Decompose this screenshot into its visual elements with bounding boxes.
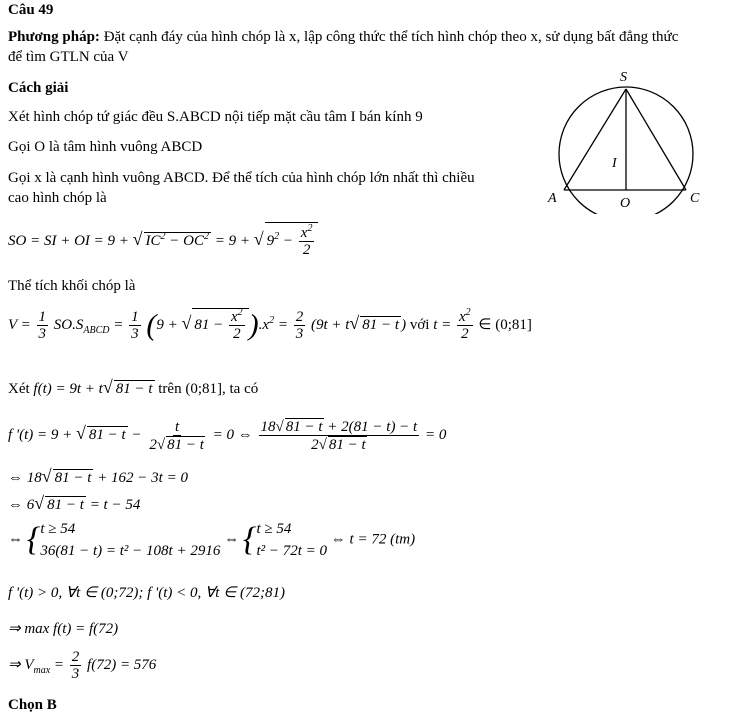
method-text-2: để tìm GTLN của V	[8, 49, 129, 65]
method-line-1	[8, 29, 678, 46]
label-c: C	[690, 191, 700, 206]
edge-sa	[564, 89, 626, 190]
edge-sc	[626, 89, 686, 190]
consider-line: Xét f(t) = 9t + t√ 81 − t trên (0;81], ta có	[8, 377, 259, 397]
label-o: O	[620, 196, 631, 211]
paragraph-3-line-1: Gọi x là cạnh hình vuông ABCD. Để thể tích của hình chóp lớn nhất thì chiều	[8, 170, 475, 186]
step-1: ⇔ 18√ 81 − t + 162 − 3t = 0	[8, 466, 188, 486]
so-equation: SO = SI + OI = 9 + √ $IC^2 - OC^2 = 9$ + √ $9^2$ − $\frac{x^2}{2}$	[8, 222, 318, 258]
label-s: S	[620, 70, 627, 85]
derivative-equation: f '(t) = 9 + √ 81 − t − $\frac{t}{2√ 81 - t}$ = 0 ⇔ $\frac{18√ 81 - t + 2(81 - t) - t}{2√ 81 - t}$ = 0	[8, 418, 447, 453]
sign-line: f '(t) > 0, ∀t ∈ (0;72); f '(t) < 0, ∀t ∈ (72;81)	[8, 585, 286, 601]
label-i: I	[612, 156, 617, 171]
system-step: ⇔ { t ≥ 54 36(81 − t) = t² − 108t + 2916 ⇔ { t ≥ 54 t² − 72t = 0 ⇔ t = 72 (tm)	[8, 521, 416, 559]
method-text-1: Đặt cạnh đáy của hình chóp là x, lập công thức thể tích hình chóp theo x, sử dụng bất đẳng thức	[103, 29, 679, 45]
vmax-line: ⇒ $V_{max}$ = $\frac{2}{3}$ f(72) = 576	[8, 649, 157, 682]
sphere-pyramid-diagram	[540, 64, 710, 214]
step-2: ⇔ 6√ 81 − t = t − 54	[8, 493, 141, 513]
paragraph-1: Xét hình chóp tứ giác đều S.ABCD nội tiếp mặt cầu tâm I bán kính 9	[8, 109, 423, 125]
paragraph-2: Gọi O là tâm hình vuông ABCD	[8, 139, 203, 155]
volume-equation: V = $\frac{1}{3}$ $SO.S_{ABCD}$ = $\frac{1}{3}$ (9 + √ 81 − $\frac{x^2}{2}$ )$.x^2$ = $\frac{2}{3}$ (9t + t√ 81 − t ) với t = $\frac{x^2}{2}$ ∈ (0;81]	[8, 307, 532, 342]
question-title: Câu 49	[8, 2, 54, 18]
volume-intro: Thể tích khối chóp là	[8, 278, 136, 294]
answer: Chọn B	[8, 697, 57, 713]
max-line: ⇒ max f(t) = f(72)	[8, 621, 119, 637]
paragraph-3-line-2: cao hình chóp là	[8, 190, 107, 206]
solution-heading: Cách giải	[8, 80, 69, 96]
label-a: A	[548, 191, 557, 206]
method-label: Phương pháp:	[8, 29, 100, 45]
